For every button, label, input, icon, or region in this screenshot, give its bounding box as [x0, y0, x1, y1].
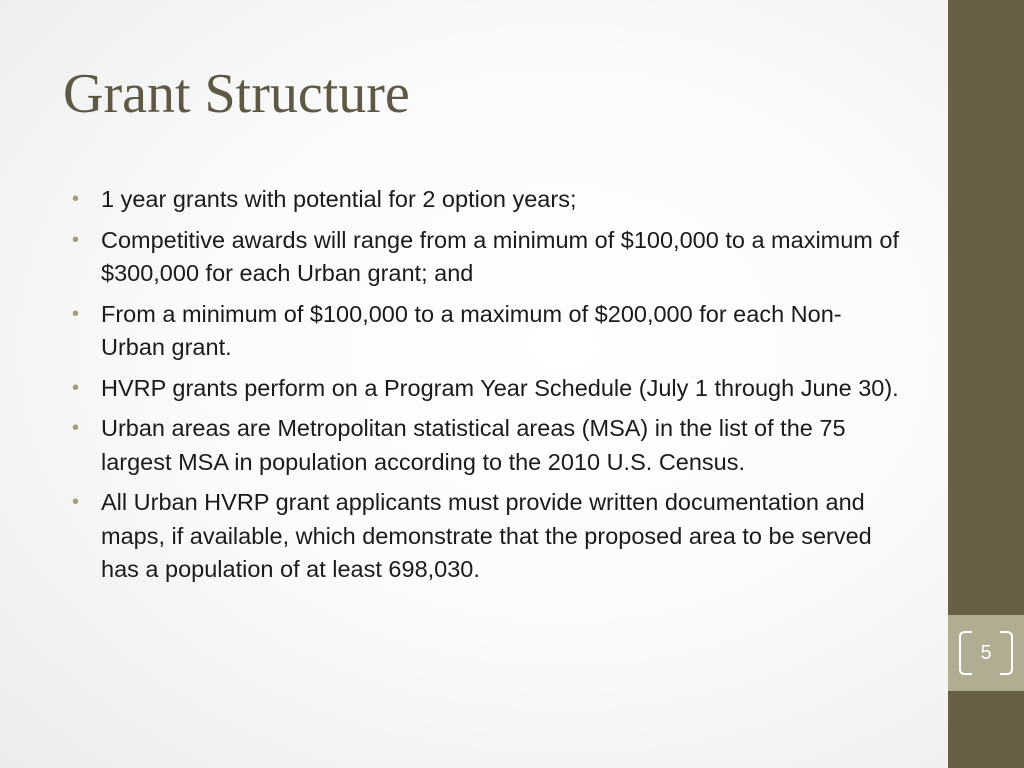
bullet-text: From a minimum of $100,000 to a maximum of $200,000 for each Non-Urban grant. [101, 300, 842, 360]
bullet-text: All Urban HVRP grant applicants must provide written documentation and maps, if available, which demonstrate that the proposed area to be served has a population of at least 698,030. [101, 489, 872, 582]
bullet-item [72, 372, 902, 406]
page-number: 5 [980, 642, 992, 664]
bullet-text: Competitive awards will range from a minimum of $100,000 to a maximum of $300,000 for each Urban grant; and [101, 226, 900, 286]
bullet-icon: • [72, 491, 80, 513]
bullet-item [72, 224, 902, 291]
page-number-tab [948, 615, 1024, 691]
bullet-icon: • [72, 302, 80, 325]
bullet-item [72, 183, 902, 217]
bullet-text: HVRP grants perform on a Program Year Schedule (July 1 through June 30). [101, 374, 899, 401]
bullet-icon: • [72, 417, 80, 439]
bullet-list [72, 183, 902, 594]
bullet-icon: • [72, 228, 80, 251]
bullet-item [72, 298, 902, 365]
bullet-icon: • [72, 376, 80, 399]
slide-title: Grant Structure [63, 63, 410, 125]
bullet-item [72, 486, 902, 587]
bullet-icon: • [72, 188, 80, 210]
bullet-text: Urban areas are Metropolitan statistical areas (MSA) in the list of the 75 largest MSA in population according to the 2010 U.S. Census. [101, 415, 846, 475]
bullet-item [72, 412, 902, 479]
bullet-text: 1 year grants with potential for 2 option years; [101, 186, 577, 212]
